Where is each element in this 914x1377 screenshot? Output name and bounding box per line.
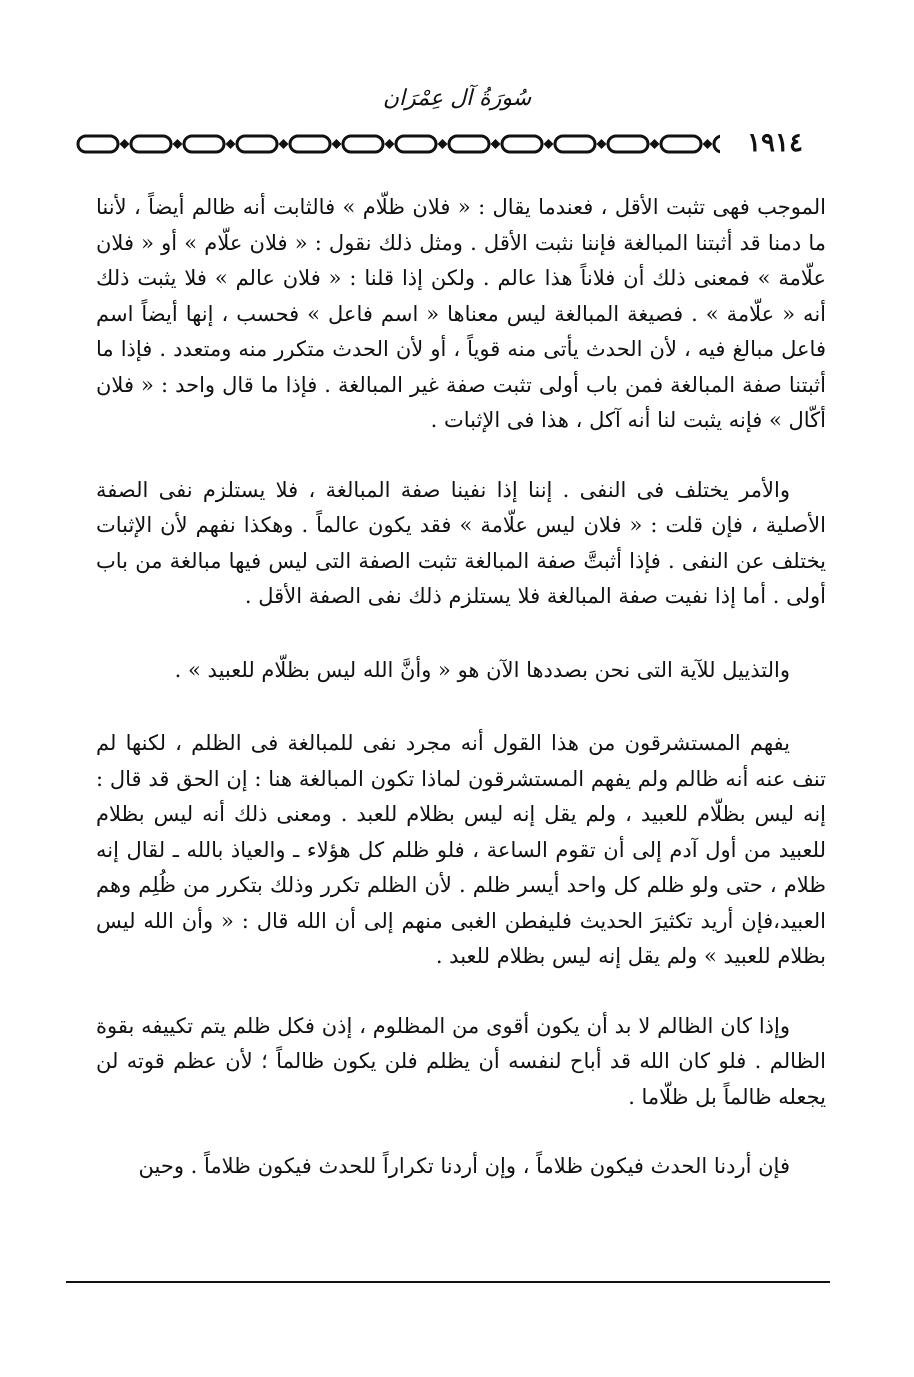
paragraph-5: وإذا كان الظالم لا بد أن يكون أقوى من المظلوم ، إذن فكل ظلم يتم تكييفه بقوة الظالم . فلو كان الله قد أباح لنفسه أن يظلم فلن يكون ظالماً ؛ لأن عظم قوته لن يجعله ظالماً بل ظلّاما . [96,1013,826,1109]
chain-diamond-icon [385,139,395,149]
chain-diamond-icon [650,139,660,149]
paragraph-6: فإن أردنا الحدث فيكون ظلاماً ، وإن أردنا تكراراً للحدث فيكون ظلاماً . وحين [138,1154,790,1178]
paragraph-1: الموجب فهى تثبت الأقل ، فعندما يقال : « فلان ظلّام » فالثابت أنه ظالم أيضاً ، لأننا ما دمنا قد أثبتنا المبالغة فإننا نثبت الأقل . ومثل ذلك نقول : « فلان علّام » أو « فلان علّامة » فمعنى ذلك أن فلاناً هذا عالم . ولكن إذا قلنا : « فلان عالم » فلا يثبت ذلك أنه « علّامة » . فصيغة المبالغة ليس معناها « اسم فاعل » فحسب ، إنها أيضاً اسم فاعل مبالغ فيه ، لأن الحدث يأتى منه قوياً ، أو لأن الحدث متكرر منه ومتعدد . فإذا ما أثبتنا صفة المبالغة فمن باب أولى تثبت صفة غير المبالغة . فإذا ما قال واحد : « فلان أكّال » فإنه يثبت لنا أنه آكل ، هذا فى الإثبات . [96,195,826,432]
chain-diamond-icon [544,139,554,149]
surah-title: سُورَةُ آل عِمْرَان [382,86,532,111]
chain-link-icon [343,136,383,152]
chain-link-icon [555,136,595,152]
paragraph-2: والأمر يختلف فى النفى . إننا إذا نفينا صفة المبالغة ، فلا يستلزم نفى الصفة الأصلية ، فإن قلت : « فلان ليس علّامة » فقد يكون عالماً . وهكذا نفهم لأن الإثبات يختلف عن النفى . فإذا أثبتَّ صفة المبالغة تثبت الصفة التى ليس فيها مبالغة من باب أولى . أما إذا نفيت صفة المبالغة فلا يستلزم ذلك نفى الصفة الأقل . [96,477,826,608]
chain-link-icon [396,136,436,152]
chain-diamond-icon [703,139,713,149]
chain-link-icon [290,136,330,152]
chain-diamond-icon [438,139,448,149]
chain-link-icon [131,136,171,152]
chain-diamond-icon [491,139,501,149]
chain-diamond-icon [120,139,130,149]
chain-link-icon [449,136,489,152]
chain-link-icon [184,136,224,152]
chain-link-icon [78,136,118,152]
chain-diamond-icon [597,139,607,149]
paragraph-3: والتذييل للآية التى نحن بصددها الآن هو « وأنَّ الله ليس بظلّام للعبيد » . [174,657,790,682]
footer-rule [66,1281,830,1283]
chain-link-icon [661,136,701,152]
paragraph-4: يفهم المستشرقون من هذا القول أنه مجرد نفى للمبالغة فى الظلم ، لكنها لم تنف عنه أنه ظالم ولم يفهم المستشرقون لماذا تكون المبالغة هنا : إن الحق قد قال : إنه ليس بظلّام للعبيد ، ولم يقل إنه ليس بظلام للعبد . ومعنى ذلك أنه ليس بظلام للعبيد من أول آدم إلى أن تقوم الساعة ، فلو ظلم كل هؤلاء ـ والعياذ بالله ـ لقال إنه ظلام ، حتى ولو ظلم كل واحد أيسر ظلم . لأن الظلم تكرر وذلك بتكرر من ظُلِم وهم العبيد،فإن أريد تكثيرَ الحديث فليفطن الغبى منهم إلى أن الله قال : « وأن الله ليس بظلام للعبيد » ولم يقل إنه ليس بظلام للعبد . [96,731,826,968]
chain-link-icon [502,136,542,152]
chain-diamond-icon [226,139,236,149]
chain-diamond-icon [332,139,342,149]
chain-link-icon [608,136,648,152]
chain-diamond-icon [279,139,289,149]
chain-link-icon [237,136,277,152]
chain-diamond-icon [173,139,183,149]
page-number: ١٩١٤ [720,128,830,158]
body-text [96,190,826,1185]
